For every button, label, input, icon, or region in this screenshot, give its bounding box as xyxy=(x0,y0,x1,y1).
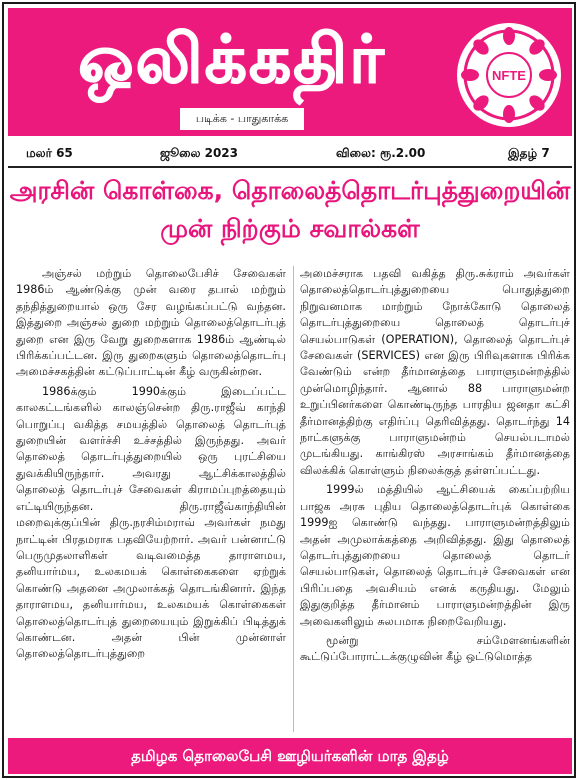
paragraph: மூன்று சம்மேளனங்களின் கூட்டுப்போராட்டக்குழுவின் கீழ் ஒட்டுமொத்த xyxy=(300,633,570,664)
masthead-title: ஒலிக்கதிர் xyxy=(78,21,386,98)
nfte-logo-icon xyxy=(454,20,564,130)
column-divider xyxy=(293,266,294,732)
article-headline xyxy=(8,172,572,254)
masthead xyxy=(8,8,572,136)
article-column-right xyxy=(300,266,570,734)
paragraph: 1986க்கும் 1990க்கும் இடைப்பட்ட காலகட்டங்களில் காலஞ்சென்ற திரு.ராஜீவ் காந்தி பொறுப்பு வகித்த சமயத்தில் தொலைத் தொடர்புத் துறையின் வளர்ச்சி உச்சத்தில் இருந்தது. அவர் தொலைத் தொடர்புத்துறையில் ஒரு புரட்சியை துவக்கியிருந்தார். அவரது ஆட்சிக்காலத்தில் தொலைத் தொடர்புச் சேவைகள் கிராமப்புறத்தையும் எட்டியிருந்தன. திரு.ராஜீவ்காந்தியின் மறைவுக்குப்பின் திரு.நரசிம்மராவ் அவர்கள் நமது நாட்டின் பிரதமராக பதவியேற்றார். அவர் பன்னாட்டு பெருமுதலாளிகள் வடிவமைத்த தாராளமய, தனியார்மய, உலகமயக் கொள்கைகளை ஏற்றுக் கொண்டு அதனை அமுலாக்கத் தொடங்கினார். இந்த தாராளமய, தனியார்மய, உலகமயக் கொள்கைகள் தொலைத்தொடர்புத் துறையையும் இறுக்கிப் பிடித்துக் கொண்டன. அதன் பின் முன்னாள் தொலைத்தொடர்புத்துறை xyxy=(16,384,286,661)
issue-number: இதழ் 7 xyxy=(508,146,550,160)
divider-rule xyxy=(8,166,572,168)
logo-text: NFTE xyxy=(492,68,526,83)
paragraph: அமைச்சராக பதவி வகித்த திரு.சுக்ராம் அவர்கள் தொலைத்தொடர்புத்துறையை பொதுத்துறை நிறுவனமாக மாற்றும் நோக்கோடு தொலைத் தொடர்புத்துறையை தொலைத் தொடர்புச் செயல்பாடுகள் (OPERATION), தொலைத் தொடர்புச் சேவைகள் (SERVICES) என இரு பிரிவுகளாக பிரிக்க வேண்டும் என்ற தீர்மானத்தை பாராளுமன்றத்தில் முன்மொழிந்தார். ஆனால் 88 பாராளுமன்ற உறுப்பினர்களை கொண்டிருந்த பாரதிய ஜனதா கட்சி தீர்மானத்திற்கு எதிர்ப்பு தெரிவித்தது. தொடர்ந்து 14 நாட்களுக்கு பாராளுமன்றம் செயல்படாமல் முடங்கியது. காங்கிரஸ் அரசாங்கம் தீர்மானத்தை விலக்கிக் கொள்ளும் நிலைக்குத் தள்ளப்பட்டது. xyxy=(300,267,570,477)
issue-info-bar xyxy=(8,142,572,164)
article-column-left xyxy=(16,266,286,734)
issue-volume: மலர் 65 xyxy=(26,146,73,160)
headline-line-1: அரசின் கொள்கை, தொலைத்தொடர்புத்துறையின் xyxy=(9,176,571,205)
headline-line-2: முன் நிற்கும் சவால்கள் xyxy=(160,214,420,243)
issue-date: ஜூலை 2023 xyxy=(160,146,238,160)
masthead-tagline: படிக்க - பாதுகாக்க xyxy=(180,108,304,130)
footer-banner: தமிழக தொலைபேசி ஊழியர்களின் மாத இதழ் xyxy=(8,738,572,774)
issue-price: விலை: ரூ.2.00 xyxy=(336,146,426,160)
paragraph: அஞ்சல் மற்றும் தொலைபேசிச் சேவைகள் 1986ம் ஆண்டுக்கு முன் வரை தபால் மற்றும் தந்தித்துறையால் ஒரு சேர வழங்கப்பட்டு வந்தன. இத்துறை அஞ்சல் துறை மற்றும் தொலைத்தொடர்புத் துறை என இரு வேறு துறைகளாக 1986ம் ஆண்டில் பிரிக்கப்பட்டன. இரு துறைகளும் தொலைத்தொடர்பு அமைச்சகத்தின் கட்டுப்பாட்டின் கீழ் வருகின்றன. xyxy=(16,267,286,379)
newsletter-page xyxy=(2,2,576,778)
paragraph: 1999ல் மத்தியில் ஆட்சியைக் கைப்பற்றிய பாஜக அரசு புதிய தொலைத்தொடர்புக் கொள்கை 1999ஐ கொண்டு வந்தது. பாராளுமன்றத்திலும் அதன் அமுலாக்கத்தை அறிவித்தது. இது தொலைத் தொடர்புத்துறையை தொலைத் தொடர் செயல்பாடுகள், தொலைத் தொடர்புச் சேவைகள் என பிரிப்பதை அவசியம் எனக் கருதியது. மேலும் இதுகுறித்த தீர்மானம் பாராளுமன்றத்தின் இரு அவைகளிலும் சுலபமாக நிறைவேறியது. xyxy=(300,483,570,628)
